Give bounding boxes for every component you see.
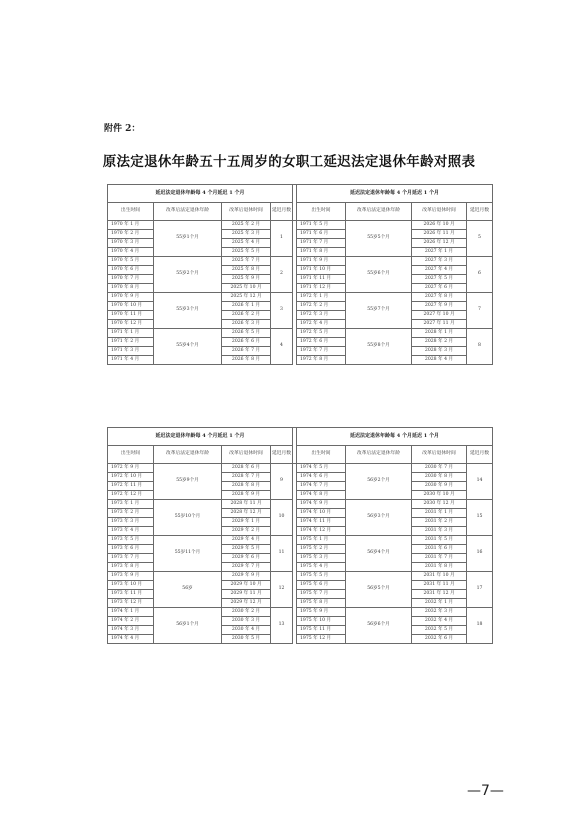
delay-months-cell: 2 [271,257,293,293]
retirement-date-cell: 2031 年 8 月 [412,563,467,572]
retirement-date-cell: 2028 年 12 月 [222,509,271,518]
retirement-table-2 [107,427,493,644]
retirement-date-cell: 2031 年 6 月 [412,545,467,554]
retirement-date-cell: 2029 年 4 月 [222,536,271,545]
retirement-date-cell: 2031 年 7 月 [412,554,467,563]
retirement-date-cell: 2030 年 8 月 [412,473,467,482]
birth-date-cell: 1975 年 8 月 [297,599,346,608]
retirement-date-cell: 2026 年 2 月 [222,311,271,320]
delay-months-cell: 7 [467,293,493,329]
retirement-date-cell: 2032 年 1 月 [412,599,467,608]
delay-months-cell: 13 [271,608,293,644]
retirement-date-cell: 2025 年 2 月 [222,221,271,230]
retirement-date-cell: 2026 年 1 月 [222,302,271,311]
retirement-age-cell: 55岁5个月 [346,221,412,257]
table-row [108,293,493,302]
delay-months-cell: 3 [271,293,293,329]
retirement-date-cell: 2026 年 11 月 [412,230,467,239]
retirement-date-cell: 2031 年 2 月 [412,518,467,527]
retirement-date-cell: 2029 年 2 月 [222,527,271,536]
column-header-age: 改革后法定退休年龄 [346,203,412,221]
retirement-date-cell: 2027 年 1 月 [412,248,467,257]
retirement-date-cell: 2032 年 3 月 [412,608,467,617]
delay-months-cell: 11 [271,536,293,572]
birth-date-cell: 1975 年 4 月 [297,563,346,572]
birth-date-cell: 1974 年 9 月 [297,500,346,509]
column-header-retire: 改革后退休时间 [222,446,271,464]
birth-date-cell: 1972 年 9 月 [108,464,154,473]
column-header-delay: 延迟月数 [467,203,493,221]
birth-date-cell: 1972 年 5 月 [297,329,346,338]
table-row [108,608,493,617]
retirement-date-cell: 2030 年 12 月 [412,500,467,509]
retirement-date-cell: 2026 年 10 月 [412,221,467,230]
birth-date-cell: 1973 年 12 月 [108,599,154,608]
retirement-date-cell: 2032 年 5 月 [412,626,467,635]
retirement-age-cell: 55岁8个月 [346,329,412,365]
birth-date-cell: 1971 年 6 月 [297,230,346,239]
retirement-age-cell: 55岁3个月 [154,293,222,329]
birth-date-cell: 1970 年 8 月 [108,284,154,293]
delay-months-cell: 4 [271,329,293,365]
retirement-date-cell: 2027 年 3 月 [412,257,467,266]
retirement-date-cell: 2030 年 5 月 [222,635,271,644]
retirement-age-cell: 55岁9个月 [154,464,222,500]
retirement-date-cell: 2029 年 10 月 [222,581,271,590]
retirement-age-cell: 56岁4个月 [346,536,412,572]
birth-date-cell: 1973 年 11 月 [108,590,154,599]
birth-date-cell: 1973 年 10 月 [108,581,154,590]
retirement-date-cell: 2031 年 3 月 [412,527,467,536]
retirement-date-cell: 2028 年 8 月 [222,482,271,491]
retirement-date-cell: 2025 年 7 月 [222,257,271,266]
birth-date-cell: 1974 年 1 月 [108,608,154,617]
birth-date-cell: 1971 年 9 月 [297,257,346,266]
retirement-age-cell: 56岁5个月 [346,572,412,608]
retirement-date-cell: 2030 年 2 月 [222,608,271,617]
column-header-age: 改革后法定退休年龄 [154,446,222,464]
delay-months-cell: 8 [467,329,493,365]
birth-date-cell: 1974 年 11 月 [297,518,346,527]
retirement-date-cell: 2030 年 3 月 [222,617,271,626]
retirement-date-cell: 2028 年 4 月 [412,356,467,365]
birth-date-cell: 1972 年 1 月 [297,293,346,302]
birth-date-cell: 1972 年 12 月 [108,491,154,500]
retirement-date-cell: 2030 年 4 月 [222,626,271,635]
retirement-date-cell: 2031 年 12 月 [412,590,467,599]
birth-date-cell: 1971 年 7 月 [297,239,346,248]
retirement-age-cell: 56岁2个月 [346,464,412,500]
birth-date-cell: 1973 年 5 月 [108,536,154,545]
retirement-date-cell: 2032 年 4 月 [412,617,467,626]
birth-date-cell: 1974 年 7 月 [297,482,346,491]
table-section-header-right: 延迟法定退休年龄每 4 个月延迟 1 个月 [297,428,493,446]
table-row [108,572,493,581]
table-row [108,536,493,545]
retirement-date-cell: 2027 年 9 月 [412,302,467,311]
delay-months-cell: 1 [271,221,293,257]
retirement-age-cell: 55岁4个月 [154,329,222,365]
retirement-date-cell: 2028 年 6 月 [222,464,271,473]
delay-months-cell: 15 [467,500,493,536]
birth-date-cell: 1971 年 5 月 [297,221,346,230]
column-header-birth: 出生时间 [297,203,346,221]
retirement-date-cell: 2025 年 8 月 [222,266,271,275]
retirement-date-cell: 2025 年 9 月 [222,275,271,284]
retirement-age-cell: 55岁10个月 [154,500,222,536]
birth-date-cell: 1974 年 4 月 [108,635,154,644]
retirement-date-cell: 2026 年 8 月 [222,356,271,365]
birth-date-cell: 1975 年 11 月 [297,626,346,635]
birth-date-cell: 1974 年 5 月 [297,464,346,473]
table-row [108,500,493,509]
retirement-date-cell: 2031 年 1 月 [412,509,467,518]
retirement-date-cell: 2027 年 6 月 [412,284,467,293]
retirement-date-cell: 2029 年 1 月 [222,518,271,527]
birth-date-cell: 1973 年 2 月 [108,509,154,518]
column-header-birth: 出生时间 [108,446,154,464]
retirement-date-cell: 2028 年 9 月 [222,491,271,500]
birth-date-cell: 1970 年 2 月 [108,230,154,239]
birth-date-cell: 1974 年 2 月 [108,617,154,626]
retirement-age-cell: 56岁1个月 [154,608,222,644]
page-number: —7— [467,783,504,799]
birth-date-cell: 1972 年 8 月 [297,356,346,365]
birth-date-cell: 1973 年 1 月 [108,500,154,509]
retirement-date-cell: 2030 年 7 月 [412,464,467,473]
birth-date-cell: 1975 年 7 月 [297,590,346,599]
retirement-date-cell: 2030 年 10 月 [412,491,467,500]
retirement-age-cell: 55岁2个月 [154,257,222,293]
document-title: 原法定退休年龄五十五周岁的女职工延迟法定退休年龄对照表 [102,154,476,170]
retirement-table-1 [107,184,493,365]
retirement-date-cell: 2028 年 11 月 [222,500,271,509]
table-row [108,329,493,338]
birth-date-cell: 1972 年 4 月 [297,320,346,329]
delay-months-cell: 18 [467,608,493,644]
birth-date-cell: 1973 年 4 月 [108,527,154,536]
delay-months-cell: 9 [271,464,293,500]
table-row [108,257,493,266]
retirement-age-cell: 55岁11个月 [154,536,222,572]
birth-date-cell: 1975 年 5 月 [297,572,346,581]
delay-months-cell: 5 [467,221,493,257]
birth-date-cell: 1974 年 3 月 [108,626,154,635]
retirement-age-cell: 55岁6个月 [346,257,412,293]
retirement-date-cell: 2026 年 3 月 [222,320,271,329]
birth-date-cell: 1970 年 3 月 [108,239,154,248]
birth-date-cell: 1970 年 12 月 [108,320,154,329]
retirement-date-cell: 2025 年 4 月 [222,239,271,248]
retirement-date-cell: 2029 年 6 月 [222,554,271,563]
delay-months-cell: 14 [467,464,493,500]
table-section-header-left: 延迟法定退休年龄每 4 个月延迟 1 个月 [108,185,293,203]
birth-date-cell: 1975 年 3 月 [297,554,346,563]
birth-date-cell: 1974 年 12 月 [297,527,346,536]
retirement-date-cell: 2029 年 9 月 [222,572,271,581]
retirement-date-cell: 2025 年 5 月 [222,248,271,257]
column-header-birth: 出生时间 [297,446,346,464]
column-header-retire: 改革后退休时间 [412,446,467,464]
retirement-age-cell: 55岁7个月 [346,293,412,329]
birth-date-cell: 1971 年 10 月 [297,266,346,275]
birth-date-cell: 1975 年 6 月 [297,581,346,590]
birth-date-cell: 1971 年 1 月 [108,329,154,338]
column-header-age: 改革后法定退休年龄 [346,446,412,464]
birth-date-cell: 1972 年 11 月 [108,482,154,491]
retirement-date-cell: 2025 年 10 月 [222,284,271,293]
retirement-date-cell: 2028 年 3 月 [412,347,467,356]
birth-date-cell: 1972 年 7 月 [297,347,346,356]
retirement-date-cell: 2029 年 5 月 [222,545,271,554]
birth-date-cell: 1971 年 4 月 [108,356,154,365]
column-header-delay: 延迟月数 [467,446,493,464]
birth-date-cell: 1973 年 8 月 [108,563,154,572]
birth-date-cell: 1975 年 10 月 [297,617,346,626]
birth-date-cell: 1975 年 9 月 [297,608,346,617]
birth-date-cell: 1973 年 3 月 [108,518,154,527]
retirement-date-cell: 2026 年 7 月 [222,347,271,356]
column-header-delay: 延迟月数 [271,446,293,464]
retirement-date-cell: 2028 年 1 月 [412,329,467,338]
birth-date-cell: 1975 年 2 月 [297,545,346,554]
birth-date-cell: 1971 年 3 月 [108,347,154,356]
birth-date-cell: 1970 年 6 月 [108,266,154,275]
column-header-retire: 改革后退休时间 [222,203,271,221]
retirement-date-cell: 2027 年 10 月 [412,311,467,320]
birth-date-cell: 1974 年 6 月 [297,473,346,482]
birth-date-cell: 1974 年 8 月 [297,491,346,500]
delay-months-cell: 6 [467,257,493,293]
birth-date-cell: 1972 年 3 月 [297,311,346,320]
birth-date-cell: 1974 年 10 月 [297,509,346,518]
retirement-age-cell: 56岁 [154,572,222,608]
retirement-age-cell: 56岁3个月 [346,500,412,536]
retirement-date-cell: 2028 年 2 月 [412,338,467,347]
column-header-delay: 延迟月数 [271,203,293,221]
table-section-header-left: 延迟法定退休年龄每 4 个月延迟 1 个月 [108,428,293,446]
retirement-date-cell: 2027 年 11 月 [412,320,467,329]
retirement-date-cell: 2025 年 12 月 [222,293,271,302]
retirement-date-cell: 2027 年 4 月 [412,266,467,275]
birth-date-cell: 1973 年 9 月 [108,572,154,581]
birth-date-cell: 1970 年 5 月 [108,257,154,266]
retirement-date-cell: 2029 年 12 月 [222,599,271,608]
retirement-date-cell: 2032 年 6 月 [412,635,467,644]
delay-months-cell: 10 [271,500,293,536]
retirement-date-cell: 2029 年 7 月 [222,563,271,572]
birth-date-cell: 1975 年 1 月 [297,536,346,545]
birth-date-cell: 1970 年 1 月 [108,221,154,230]
column-header-retire: 改革后退休时间 [412,203,467,221]
retirement-date-cell: 2027 年 5 月 [412,275,467,284]
column-header-birth: 出生时间 [108,203,154,221]
birth-date-cell: 1971 年 12 月 [297,284,346,293]
retirement-age-cell: 55岁1个月 [154,221,222,257]
birth-date-cell: 1970 年 7 月 [108,275,154,284]
table-section-header-right: 延迟法定退休年龄每 4 个月延迟 1 个月 [297,185,493,203]
retirement-date-cell: 2026 年 5 月 [222,329,271,338]
delay-months-cell: 17 [467,572,493,608]
birth-date-cell: 1970 年 9 月 [108,293,154,302]
birth-date-cell: 1971 年 11 月 [297,275,346,284]
retirement-date-cell: 2031 年 10 月 [412,572,467,581]
birth-date-cell: 1970 年 10 月 [108,302,154,311]
retirement-date-cell: 2031 年 5 月 [412,536,467,545]
retirement-date-cell: 2031 年 11 月 [412,581,467,590]
retirement-date-cell: 2030 年 9 月 [412,482,467,491]
birth-date-cell: 1972 年 6 月 [297,338,346,347]
table-row [108,221,493,230]
retirement-date-cell: 2025 年 3 月 [222,230,271,239]
delay-months-cell: 16 [467,536,493,572]
birth-date-cell: 1973 年 6 月 [108,545,154,554]
birth-date-cell: 1971 年 8 月 [297,248,346,257]
column-header-age: 改革后法定退休年龄 [154,203,222,221]
retirement-age-cell: 56岁6个月 [346,608,412,644]
table-row [108,464,493,473]
birth-date-cell: 1970 年 4 月 [108,248,154,257]
birth-date-cell: 1972 年 10 月 [108,473,154,482]
birth-date-cell: 1972 年 2 月 [297,302,346,311]
retirement-date-cell: 2026 年 6 月 [222,338,271,347]
birth-date-cell: 1975 年 12 月 [297,635,346,644]
retirement-date-cell: 2027 年 8 月 [412,293,467,302]
retirement-date-cell: 2026 年 12 月 [412,239,467,248]
birth-date-cell: 1973 年 7 月 [108,554,154,563]
birth-date-cell: 1971 年 2 月 [108,338,154,347]
birth-date-cell: 1970 年 11 月 [108,311,154,320]
delay-months-cell: 12 [271,572,293,608]
retirement-date-cell: 2029 年 11 月 [222,590,271,599]
retirement-date-cell: 2028 年 7 月 [222,473,271,482]
annex-label: 附件 2： [104,124,141,134]
